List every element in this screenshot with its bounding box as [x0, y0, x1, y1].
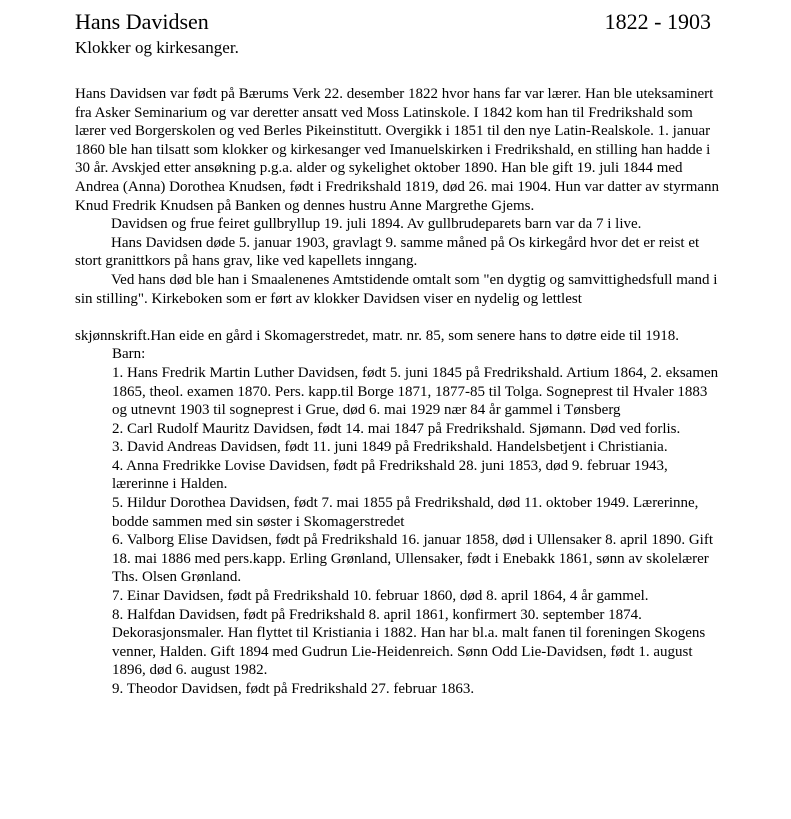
list-item: 2. Carl Rudolf Mauritz Davidsen, født 14. mai 1847 på Fredrikshald. Sjømann. Død ved forlis. [112, 420, 681, 437]
list-item: 9. Theodor Davidsen, født på Fredrikshald 27. februar 1863. [112, 681, 475, 697]
paragraph: Davidsen og frue feiret gullbryllup 19. juli 1894. Av gullbrudeparets barn var da 7 i live. [111, 216, 642, 233]
list-item: 7. Einar Davidsen, født på Fredrikshald 10. februar 1860, død 8. april 1864, 4 år gammel. [112, 588, 649, 605]
document-page [75, 8, 725, 699]
children-heading: Barn: [112, 346, 146, 363]
life-years: 1822 - 1903 [604, 9, 711, 34]
paragraph: Hans Davidsen døde 5. januar 1903, gravlagt 9. samme måned på Os kirkegård hvor det er reist et stort granittkors på hans grav, like ved kapellets inngang. [75, 234, 700, 270]
list-item: 8. Halfdan Davidsen, født på Fredrikshald 8. april 1861, konfirmert 30. september 1874. Dekorasjonsmaler. Han flyttet til Kristiania i 1882. Han har bl.a. malt fanen til foreningen Skogens venner, Halden. Gift 1894 med Gudrun Lie-Heidenreich. Sønn Odd Lie-Davidsen, født 1. august 1896, død 6. august 1982. [112, 606, 706, 679]
paragraph: Ved hans død ble han i Smaalenenes Amtstidende omtalt som "en dygtig og samvittighedsfull mand i sin stilling". Kirkeboken som er ført av klokker Davidsen viser en nydelig og lettlest [75, 271, 718, 307]
subtitle: Klokker og kirkesanger. [75, 38, 239, 57]
list-item: 3. David Andreas Davidsen, født 11. juni 1849 på Fredrikshald. Handelsbetjent i Christiania. [112, 439, 668, 456]
page-gap [75, 308, 725, 327]
list-item: 5. Hildur Dorothea Davidsen, født 7. mai 1855 på Fredrikshald, død 11. oktober 1949. Lærerinne, bodde sammen med sin søster i Skomagerstredet [112, 495, 699, 530]
header-row [75, 8, 711, 36]
paragraph: skjønnskrift.Han eide en gård i Skomagerstredet, matr. nr. 85, som senere hans to døtre eide til 1918. [75, 327, 680, 344]
list-item: 4. Anna Fredrikke Lovise Davidsen, født på Fredrikshald 28. juni 1853, død 9. februar 1943, lærerinne i Halden. [112, 457, 668, 493]
person-name: Hans Davidsen [75, 9, 209, 34]
biography-text [75, 85, 725, 699]
paragraph: Hans Davidsen var født på Bærums Verk 22. desember 1822 hvor hans far var lærer. Han ble uteksaminert fra Asker Seminarium og var deretter ansatt ved Moss Latinskole. I 1842 kom han til Fredrikshald som lærer ved Borgerskolen og ved Berles Pikeinstitutt. Overgikk i 1851 til den nye Latin-Realskole. 1. januar 1860 ble han tilsatt som klokker og kirkesanger ved Imanuelskirken i Fredrikshald, en stilling han hadde i 30 år. Avskjed etter ansøkning p.g.a. alder og sykelighet oktober 1890. Han ble gift 19. juli 1844 med Andrea (Anna) Dorothea Knudsen, født i Fredrikshald 1819, død 26. mai 1904. Hun var datter av styrmann Knud Fredrik Knudsen på Banken og dennes hustru Anne Margrethe Gjems. [75, 86, 720, 214]
list-item: 1. Hans Fredrik Martin Luther Davidsen, født 5. juni 1845 på Fredrikshald. Artium 1864, 2. eksamen 1865, theol. examen 1870. Pers. kapp.til Borge 1871, 1877-85 til Tolga. Sogneprest til Hvaler 1883 og utnevnt 1903 til sogneprest i Grue, død 6. mai 1929 nær 84 år gammel i Tønsberg [112, 364, 719, 419]
list-item: 6. Valborg Elise Davidsen, født på Fredrikshald 16. januar 1858, død i Ullensaker 8. april 1890. Gift 18. mai 1886 med pers.kapp. Erling Grønland, Ullensaker, født i Enebakk 1861, sønn av skolelærer Ths. Olsen Grønland. [112, 532, 714, 586]
children-list [112, 345, 725, 698]
